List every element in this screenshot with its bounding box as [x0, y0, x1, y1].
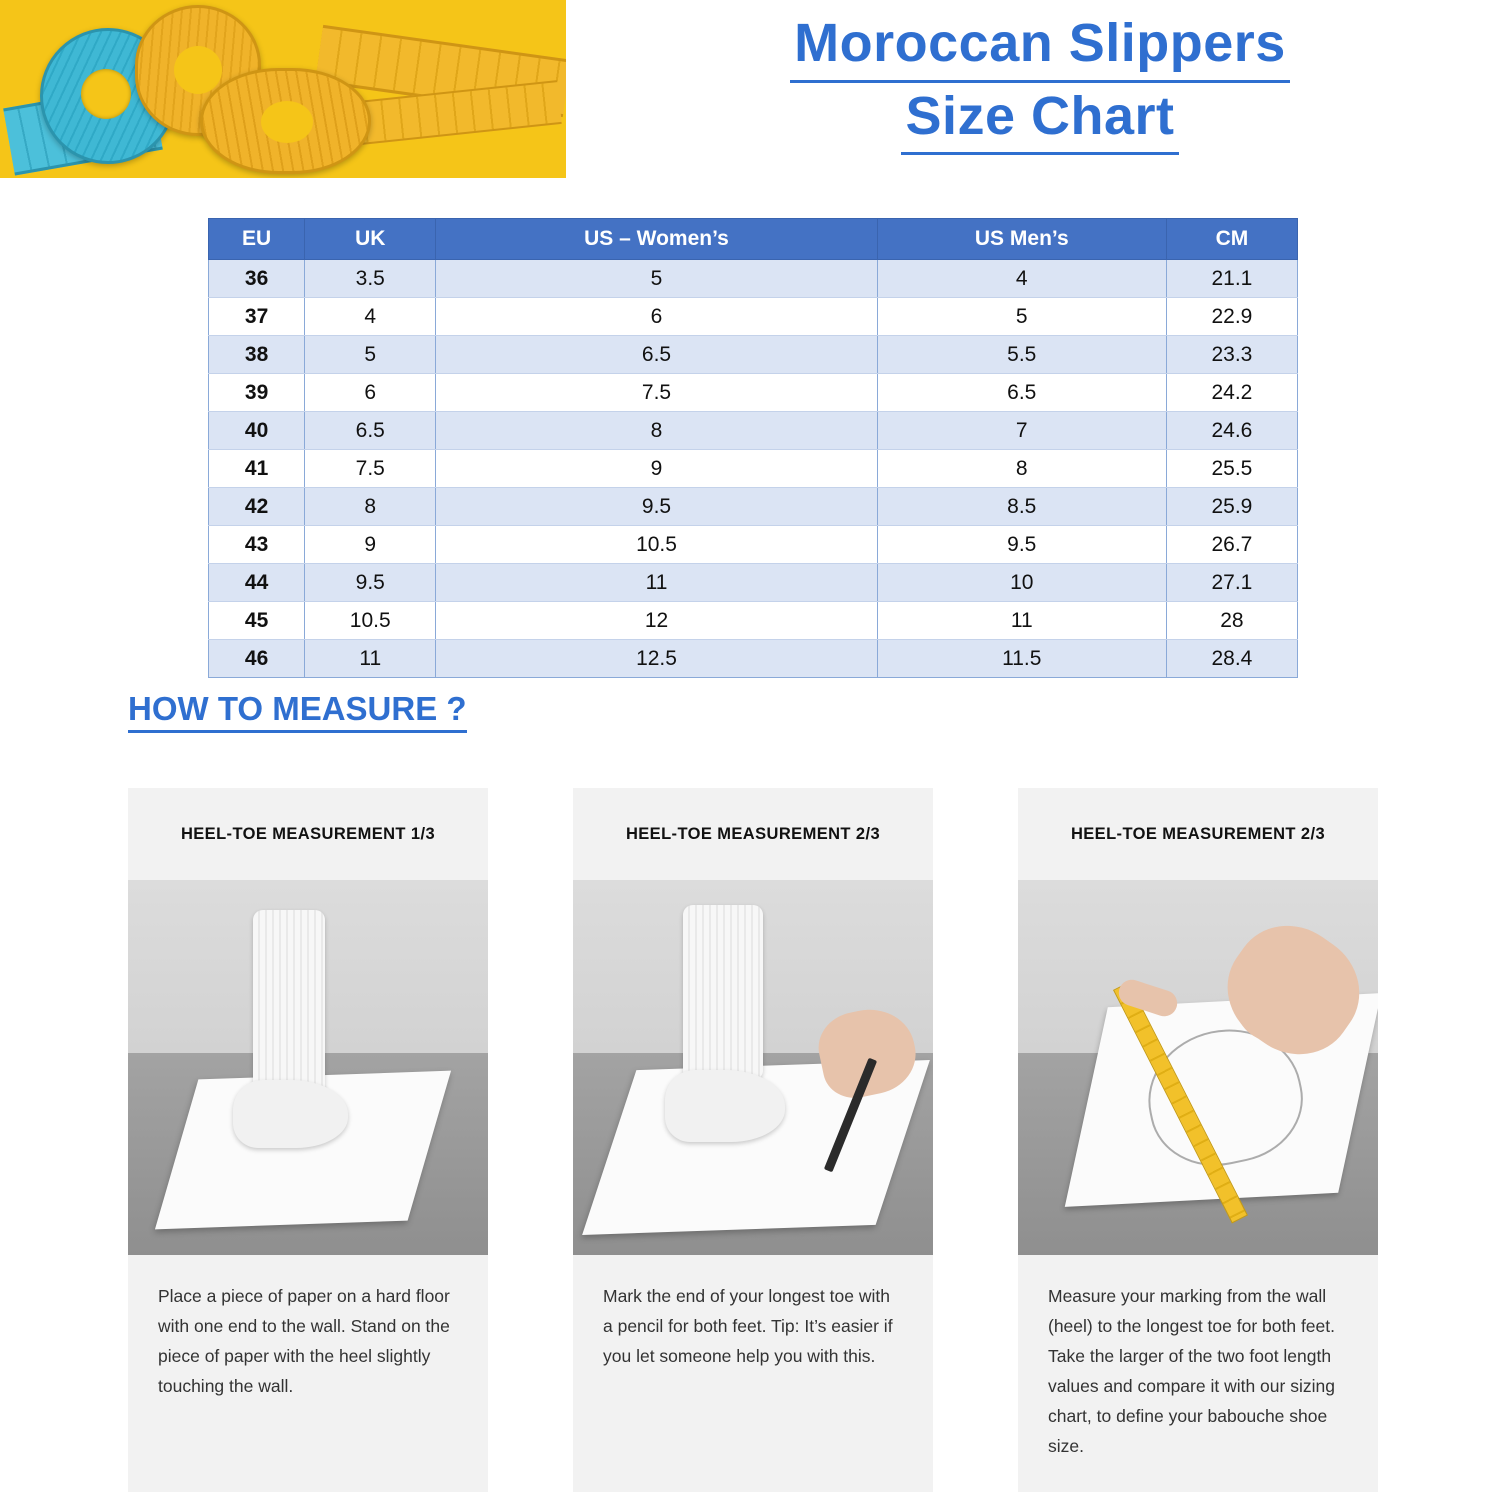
- cell-us-women: 9.5: [436, 488, 877, 526]
- size-chart-table-wrapper: [208, 218, 1298, 678]
- cell-us-men: 11.5: [877, 640, 1166, 678]
- cell-us-men: 4: [877, 260, 1166, 298]
- cell-eu: 37: [209, 298, 305, 336]
- card-title: HEEL-TOE MEASUREMENT 1/3: [128, 788, 488, 880]
- measure-step-card-3: [1018, 788, 1378, 1492]
- table-row: [209, 336, 1298, 374]
- card-title: HEEL-TOE MEASUREMENT 2/3: [573, 788, 933, 880]
- marking-toe-with-pencil-photo: [573, 880, 933, 1255]
- sock-foot: [665, 1070, 785, 1142]
- cell-eu: 40: [209, 412, 305, 450]
- cell-uk: 8: [305, 488, 436, 526]
- sock-leg: [683, 905, 763, 1080]
- cell-us-men: 5: [877, 298, 1166, 336]
- sock-foot: [233, 1080, 348, 1148]
- cell-us-women: 12.5: [436, 640, 877, 678]
- cell-us-women: 8: [436, 412, 877, 450]
- cell-cm: 28.4: [1166, 640, 1297, 678]
- cell-us-women: 10.5: [436, 526, 877, 564]
- column-header-cm: CM: [1166, 219, 1297, 260]
- cell-cm: 24.2: [1166, 374, 1297, 412]
- card-description: Place a piece of paper on a hard floor with one end to the wall. Stand on the piece of paper with the heel slightly touching the wall.: [128, 1255, 488, 1461]
- cell-uk: 6: [305, 374, 436, 412]
- measure-step-card-1: [128, 788, 488, 1492]
- cell-cm: 22.9: [1166, 298, 1297, 336]
- column-header-us-men: US Men’s: [877, 219, 1166, 260]
- cell-uk: 5: [305, 336, 436, 374]
- cell-us-men: 6.5: [877, 374, 1166, 412]
- table-row: [209, 260, 1298, 298]
- cell-us-women: 12: [436, 602, 877, 640]
- table-row: [209, 526, 1298, 564]
- card-title: HEEL-TOE MEASUREMENT 2/3: [1018, 788, 1378, 880]
- table-row: [209, 602, 1298, 640]
- cell-eu: 36: [209, 260, 305, 298]
- cell-eu: 44: [209, 564, 305, 602]
- cell-uk: 9.5: [305, 564, 436, 602]
- column-header-eu: EU: [209, 219, 305, 260]
- column-header-us-women: US – Women’s: [436, 219, 877, 260]
- cell-us-men: 8: [877, 450, 1166, 488]
- table-row: [209, 298, 1298, 336]
- cell-cm: 24.6: [1166, 412, 1297, 450]
- how-to-measure-heading: HOW TO MEASURE ?: [128, 690, 467, 733]
- title-line-1: Moroccan Slippers: [790, 10, 1290, 83]
- tape-measure-photo: [0, 0, 566, 178]
- cell-us-women: 11: [436, 564, 877, 602]
- cell-eu: 42: [209, 488, 305, 526]
- cell-uk: 7.5: [305, 450, 436, 488]
- how-to-measure-cards: [128, 788, 1378, 1492]
- cell-cm: 27.1: [1166, 564, 1297, 602]
- cell-us-men: 11: [877, 602, 1166, 640]
- cell-cm: 23.3: [1166, 336, 1297, 374]
- page-header: [0, 0, 1500, 185]
- cell-cm: 26.7: [1166, 526, 1297, 564]
- card-description: Mark the end of your longest toe with a pencil for both feet. Tip: It’s easier if you let someone help you with this.: [573, 1255, 933, 1461]
- cell-eu: 38: [209, 336, 305, 374]
- cell-us-men: 8.5: [877, 488, 1166, 526]
- cell-eu: 43: [209, 526, 305, 564]
- sock-leg: [253, 910, 325, 1100]
- card-description: Measure your marking from the wall (heel) to the longest toe for both feet. Take the larger of the two foot length values and compare it with our sizing chart, to define your babouche shoe size.: [1018, 1255, 1378, 1492]
- cell-us-women: 9: [436, 450, 877, 488]
- cell-uk: 10.5: [305, 602, 436, 640]
- cell-us-men: 9.5: [877, 526, 1166, 564]
- table-row: [209, 564, 1298, 602]
- cell-cm: 25.9: [1166, 488, 1297, 526]
- foot-on-paper-against-wall-photo: [128, 880, 488, 1255]
- cell-us-women: 6.5: [436, 336, 877, 374]
- cell-us-men: 10: [877, 564, 1166, 602]
- cell-uk: 9: [305, 526, 436, 564]
- table-row: [209, 488, 1298, 526]
- cell-us-women: 5: [436, 260, 877, 298]
- cell-eu: 46: [209, 640, 305, 678]
- measure-step-card-2: [573, 788, 933, 1492]
- cell-uk: 3.5: [305, 260, 436, 298]
- cell-cm: 28: [1166, 602, 1297, 640]
- table-row: [209, 450, 1298, 488]
- cell-us-men: 7: [877, 412, 1166, 450]
- cell-us-women: 6: [436, 298, 877, 336]
- table-row: [209, 374, 1298, 412]
- cell-us-women: 7.5: [436, 374, 877, 412]
- cell-cm: 21.1: [1166, 260, 1297, 298]
- measuring-paper-with-tape-photo: [1018, 880, 1378, 1255]
- cell-eu: 41: [209, 450, 305, 488]
- cell-eu: 45: [209, 602, 305, 640]
- cell-uk: 4: [305, 298, 436, 336]
- cell-us-men: 5.5: [877, 336, 1166, 374]
- yellow-tape-roll-2: [200, 68, 371, 174]
- cell-uk: 11: [305, 640, 436, 678]
- table-header-row: [209, 219, 1298, 260]
- page-title: [600, 10, 1480, 155]
- cell-uk: 6.5: [305, 412, 436, 450]
- column-header-uk: UK: [305, 219, 436, 260]
- table-row: [209, 640, 1298, 678]
- size-chart-table: [208, 218, 1298, 678]
- title-line-2: Size Chart: [901, 83, 1178, 156]
- cell-cm: 25.5: [1166, 450, 1297, 488]
- cell-eu: 39: [209, 374, 305, 412]
- table-row: [209, 412, 1298, 450]
